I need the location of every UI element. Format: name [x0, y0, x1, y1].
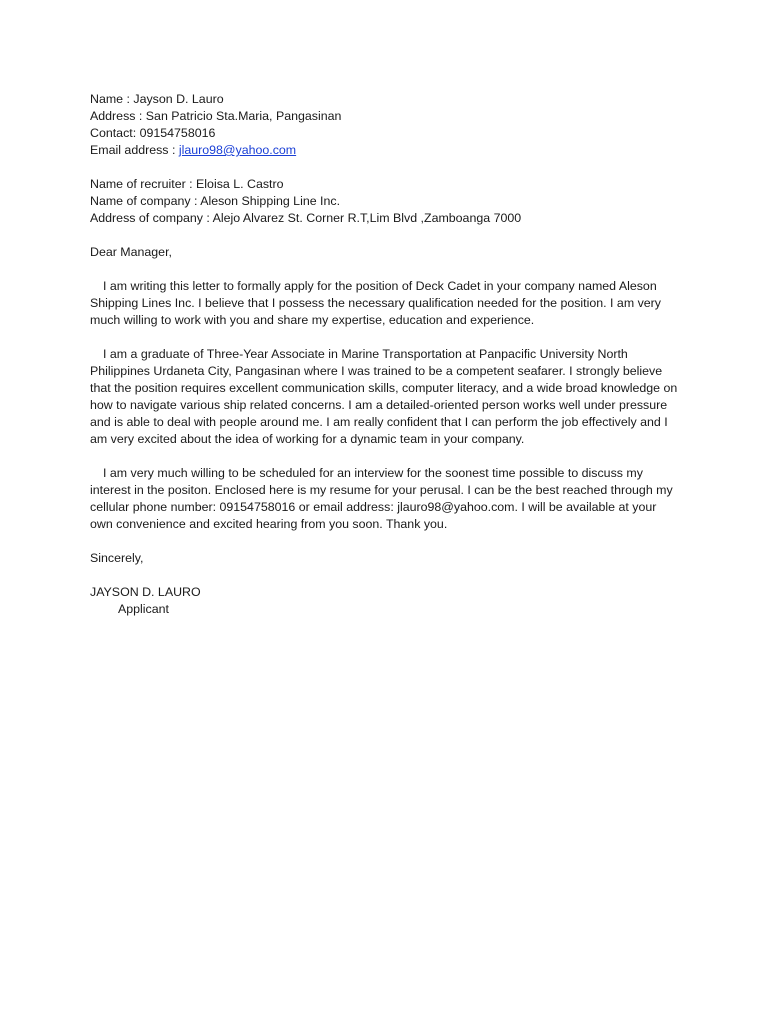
- spacer: [90, 159, 680, 176]
- signature-title: Applicant: [118, 602, 169, 616]
- applicant-email-line: [90, 142, 680, 159]
- salutation: Dear Manager,: [90, 245, 172, 259]
- body-paragraph-2: I am a graduate of Three-Year Associate in Marine Transportation at Panpacific University North Philippines Urdaneta City, Pangasinan where I was trained to be a competent seafarer. I strongly believe that the position requires excellent communication skills, computer literacy, and a wide broad knowledge on how to navigate various ship related concerns. I am a detailed-oriented person works well under pressure and is able to deal with people around me. I am really confident that I can perform the job effectively and I am very excited about the idea of working for a dynamic team in your company.: [90, 347, 678, 446]
- applicant-details: [90, 91, 680, 159]
- company-address: Address of company : Alejo Alvarez St. Corner R.T,Lim Blvd ,Zamboanga 7000: [90, 211, 522, 225]
- spacer: [90, 567, 680, 584]
- recruiter-name: Name of recruiter : Eloisa L. Castro: [90, 177, 284, 191]
- email-link[interactable]: jlauro98@yahoo.com: [178, 143, 297, 157]
- applicant-contact: Contact: 09154758016: [90, 126, 216, 140]
- spacer: [90, 448, 680, 465]
- signature-name: JAYSON D. LAURO: [90, 585, 201, 599]
- spacer: [90, 533, 680, 550]
- closing: Sincerely,: [90, 551, 144, 565]
- applicant-name: Name : Jayson D. Lauro: [90, 92, 224, 106]
- company-name: Name of company : Aleson Shipping Line Inc.: [90, 194, 341, 208]
- body-paragraph-1: I am writing this letter to formally apply for the position of Deck Cadet in your company named Aleson Shipping Lines Inc. I believe that I possess the necessary qualification needed for the position. I am very much willing to work with you and share my expertise, education and experience.: [90, 279, 661, 327]
- spacer: [90, 329, 680, 346]
- email-label: Email address :: [90, 143, 179, 157]
- spacer: [90, 227, 680, 244]
- body-paragraph-3: I am very much willing to be scheduled for an interview for the soonest time possible to discuss my interest in the positon. Enclosed here is my resume for your perusal. I can be the best reached through my cellular phone number: 09154758016 or email address: jlauro98@yahoo.com. I will be available at your own convenience and excited hearing from you soon. Thank you.: [90, 466, 673, 531]
- letter-page: [90, 91, 680, 618]
- recruiter-details: [90, 176, 680, 227]
- spacer: [90, 261, 680, 278]
- applicant-address: Address : San Patricio Sta.Maria, Pangasinan: [90, 109, 342, 123]
